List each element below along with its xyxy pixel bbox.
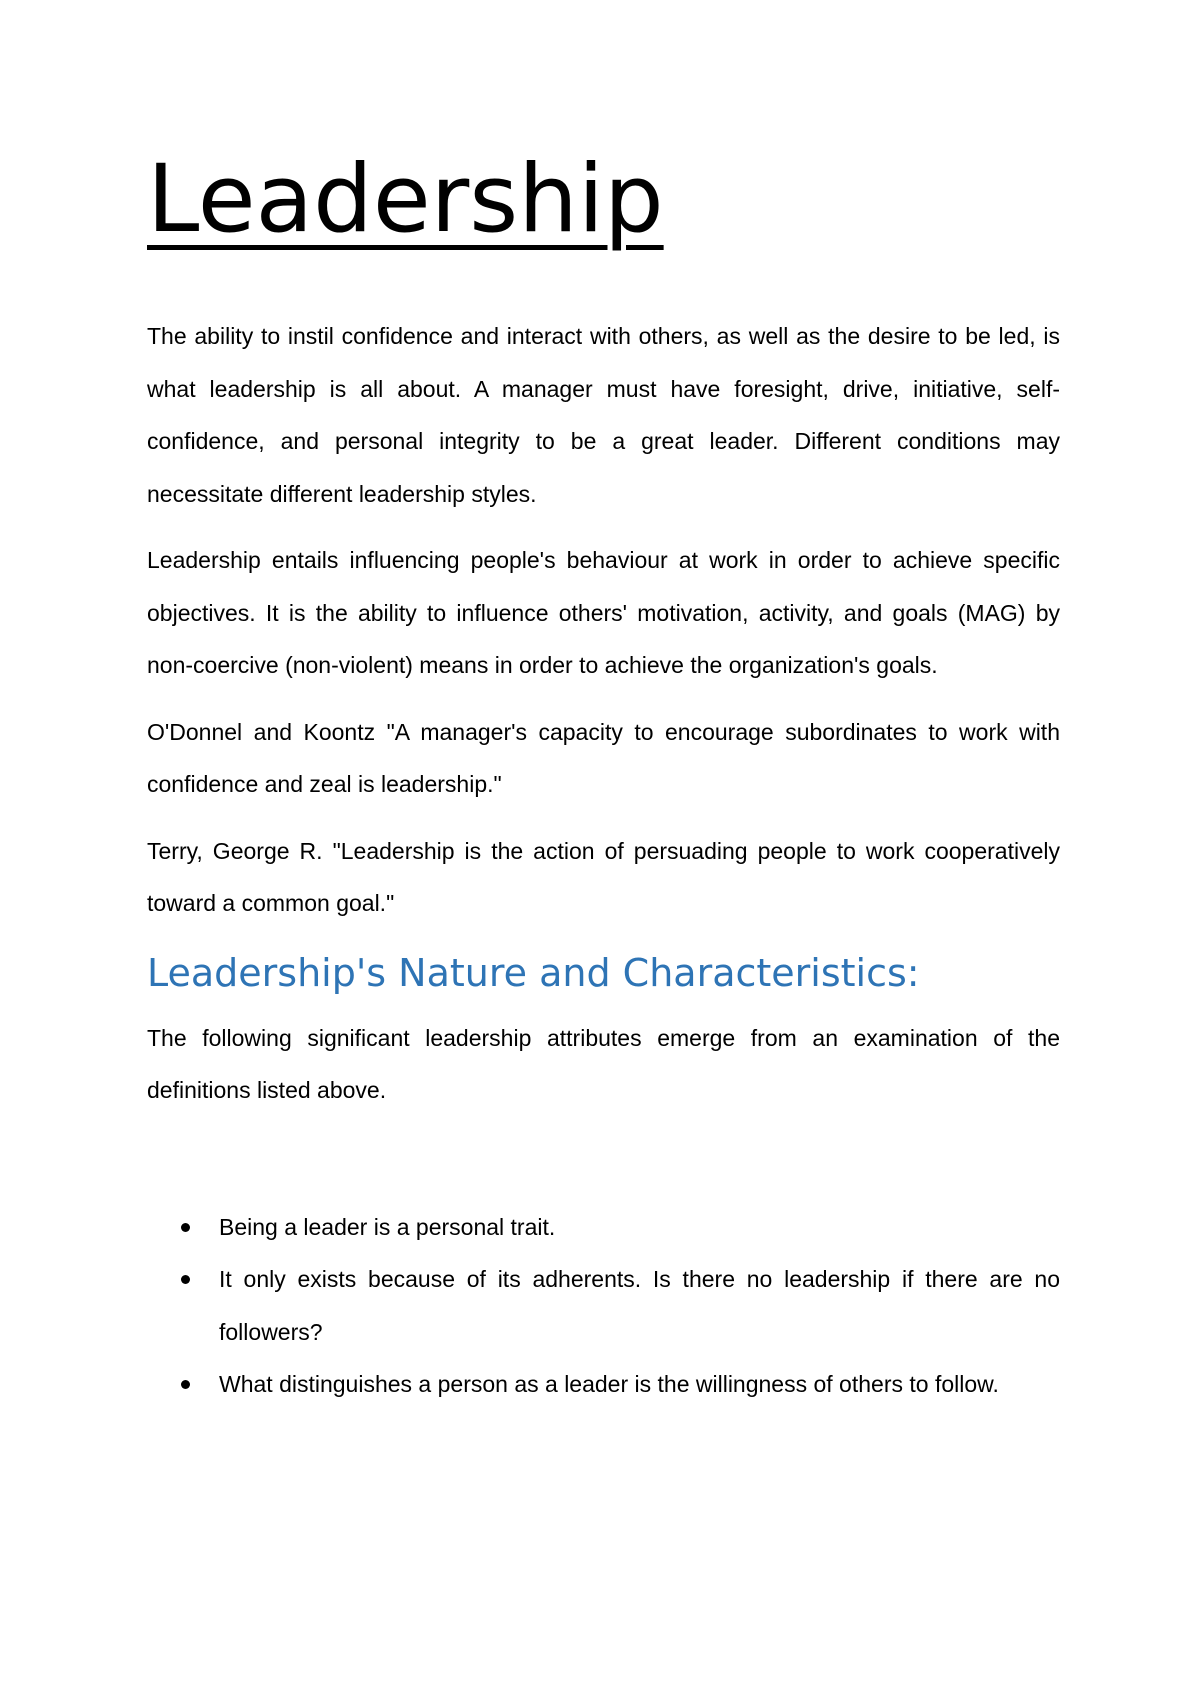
document-page [147,140,1060,1411]
section-heading: Leadership's Nature and Characteristics: [147,950,920,995]
paragraph-definition: The ability to instil confidence and interact with others, as well as the desire to be led, is what leadership is all about. A manager must have foresight, drive, initiative, self-confidence, and personal integrity to be a great leader. Different conditions may necessitate different leadership styles. [147,323,1060,507]
paragraph-influence: Leadership entails influencing people's behaviour at work in order to achieve specific objectives. It is the ability to influence others' motivation, activity, and goals (MAG) by non-coercive (non-violent) means in order to achieve the organization's goals. [147,547,1060,678]
list-item-text: What distinguishes a person as a leader is the willingness of others to follow. [219,1371,999,1397]
bullet-icon [181,1223,190,1232]
section-intro: The following significant leadership attributes emerge from an examination of the definitions listed above. [147,1024,1060,1103]
characteristics-list [147,1201,1060,1411]
list-item [147,1201,1060,1254]
list-item [147,1253,1060,1358]
bullet-icon [181,1380,190,1389]
blank-line [147,1131,1060,1201]
bullet-icon [181,1275,190,1284]
list-item [147,1358,1060,1411]
list-item-text: Being a leader is a personal trait. [219,1213,556,1240]
paragraph-odonnel-koontz-quote: O'Donnel and Koontz "A manager's capacity to encourage subordinates to work with confidence and zeal is leadership." [147,718,1060,797]
list-item-text: It only exists because of its adherents. Is there no leadership if there are no followers? [219,1266,1060,1345]
paragraph-terry-quote: Terry, George R. "Leadership is the action of persuading people to work cooperatively toward a common goal." [147,837,1060,916]
document-title: Leadership [147,145,664,254]
